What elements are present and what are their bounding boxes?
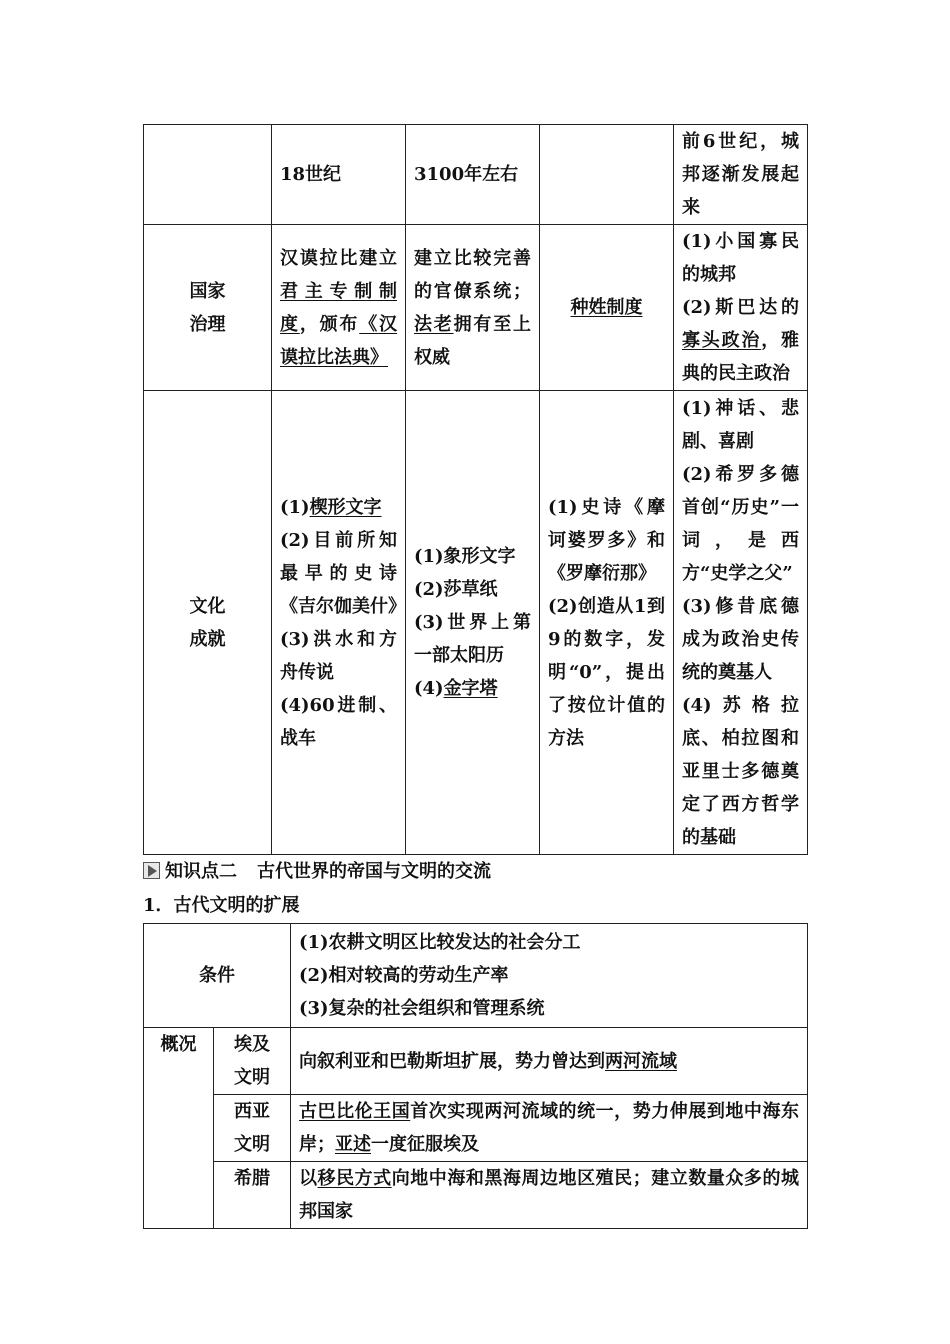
list-item: (3)洪水和方舟传说 [280, 628, 397, 683]
underlined-term: 移民方式 [317, 1168, 392, 1189]
table-cell [272, 225, 406, 391]
list-item: (2)希罗多德首创“历史”一词，是西方“史学之父” [682, 463, 799, 584]
list-item: (4)60进制、战车 [280, 694, 397, 749]
underlined-term: 君主专制制度 [280, 280, 397, 335]
table-row [144, 1028, 808, 1095]
list-item [280, 491, 397, 524]
label-line: 成就 [189, 628, 226, 650]
section-title: 古代世界的帝国与文明的交流 [257, 861, 491, 882]
table-cell [291, 1095, 808, 1162]
table-cell [406, 225, 540, 391]
label-line: 文化 [189, 595, 226, 617]
empty-cell [540, 125, 674, 225]
cell-text: 3100年左右 [414, 164, 519, 185]
list-item: (4)苏格拉底、柏拉图和亚里士多德奠定了西方哲学的基础 [682, 694, 799, 848]
underlined-term: 《汉谟拉比法典》 [280, 313, 398, 368]
knowledge-point-heading [143, 857, 491, 883]
underlined-term: 古巴比伦王国 [299, 1101, 411, 1122]
table-row [144, 1095, 808, 1162]
table-cell [291, 1028, 808, 1095]
underlined-term: 楔形文字 [309, 496, 382, 518]
cell-text: 18世纪 [280, 164, 342, 185]
cell-text: ，颁布 [299, 313, 360, 335]
underlined-term: 寡头政治 [682, 330, 762, 351]
expansion-table [143, 923, 808, 1229]
table-row [144, 1162, 808, 1229]
list-item: (2)目前所知最早的史诗《吉尔伽美什》 [280, 529, 406, 617]
table-cell [674, 125, 808, 225]
table-row [144, 391, 808, 855]
row-label-governance [144, 225, 272, 391]
table-row [144, 125, 808, 225]
table-cell [674, 391, 808, 855]
table-cell [406, 391, 540, 855]
list-item: (1)农耕文明区比较发达的社会分工 [299, 932, 581, 953]
label-line: 文明 [234, 1067, 270, 1088]
table-cell [540, 391, 674, 855]
label-line: 西亚 [234, 1101, 270, 1122]
list-item: (2)相对较高的劳动生产率 [299, 965, 509, 986]
cell-text: ，雅典的民主政治 [682, 330, 800, 384]
label-line: 治理 [189, 313, 226, 335]
table-cell [272, 391, 406, 855]
civilizations-comparison-table [143, 124, 808, 855]
conditions-cell [291, 924, 808, 1028]
table-cell [406, 125, 540, 225]
underlined-term: 金字塔 [443, 678, 498, 699]
cell-text: (4) [414, 678, 444, 699]
table-cell [674, 225, 808, 391]
overview-label: 概况 [144, 1028, 214, 1229]
knowledge-point-label: 知识点二 [165, 861, 237, 882]
cell-text: (2)斯巴达的 [682, 297, 799, 318]
underlined-term: 两河流域 [605, 1050, 677, 1072]
cell-text: 首次实现两河流域的统一，势力伸展到地中海东岸； [299, 1101, 800, 1155]
label-line: 埃及 [234, 1034, 270, 1055]
sub-label-greece: 希腊 [214, 1162, 291, 1229]
list-item: (3)修昔底德成为政治史传统的奠基人 [682, 595, 799, 683]
cell-text: (1)小国寡民的城邦 [682, 231, 799, 285]
label-line: 文明 [234, 1134, 270, 1155]
list-item: (1)象形文字 [414, 546, 516, 567]
table-cell [272, 125, 406, 225]
list-item: (2)莎草纸 [414, 579, 498, 600]
underlined-term: 亚述 [335, 1134, 371, 1155]
cell-text: 拥有至上权威 [414, 313, 532, 368]
cell-text: 汉谟拉比建立 [280, 247, 397, 269]
row-label-culture [144, 391, 272, 855]
sub-label-west-asia [214, 1095, 291, 1162]
list-item: (1)神话、悲剧、喜剧 [682, 397, 799, 452]
sub-label-egypt [214, 1028, 291, 1095]
cell-text: 前6世纪，城邦逐渐发展起来 [682, 131, 799, 218]
underlined-term: 种姓制度 [570, 297, 643, 318]
cell-text: 以 [299, 1168, 318, 1189]
list-item: (3)世界上第一部太阳历 [414, 612, 531, 666]
table-row [144, 924, 808, 1028]
empty-label-cell [144, 125, 272, 225]
cell-text: (1) [280, 496, 310, 518]
play-triangle-icon [143, 862, 160, 879]
table-row [144, 225, 808, 391]
cell-text: 向地中海和黑海周边地区殖民；建立数量众多的城邦国家 [299, 1168, 800, 1222]
cell-text: 向叙利亚和巴勒斯坦扩展，势力曾达到 [299, 1050, 605, 1072]
sub-heading: 1．古代文明的扩展 [143, 895, 300, 916]
list-item: (3)复杂的社会组织和管理系统 [299, 998, 545, 1019]
list-item: (1)史诗《摩诃婆罗多》和《罗摩衍那》 [548, 496, 665, 584]
cell-text [682, 291, 799, 390]
cell-text: 一度征服埃及 [371, 1134, 479, 1155]
list-item [414, 672, 531, 705]
table-cell [291, 1162, 808, 1229]
table-cell [540, 225, 674, 391]
underlined-term: 法老 [414, 313, 454, 335]
conditions-label: 条件 [144, 924, 291, 1028]
label-line: 国家 [189, 280, 226, 302]
list-item: (2)创造从1到9的数字，发明“0”，提出了按位计值的方法 [548, 595, 665, 749]
cell-text: 建立比较完善的官僚系统； [414, 247, 531, 302]
